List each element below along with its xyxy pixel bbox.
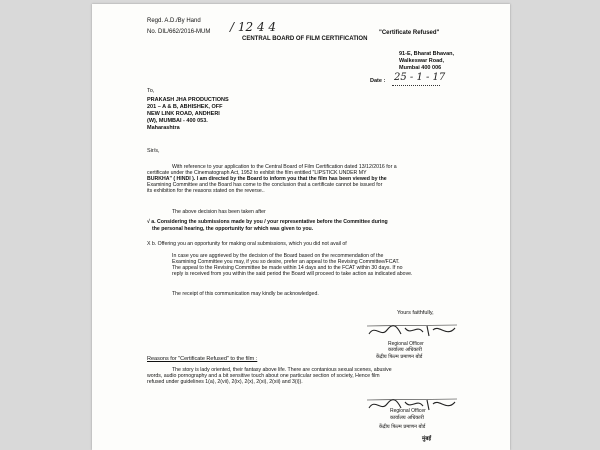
officer-title-1: Regional Officer	[388, 341, 424, 347]
date-underline	[392, 85, 440, 86]
recipient-line-4: (W), MUMBAI - 400 053.	[147, 118, 208, 124]
reasons-line-3: refused under guidelines 1(a), 2(vii), 2(ix), 2(x), 2(xi), 2(xii) and 3(i)).	[147, 379, 303, 385]
handwritten-ref: / 12 4 4	[230, 20, 277, 34]
city-hindi: मुंबई	[422, 436, 432, 442]
appeal-line-4: reply is received from you within the said period the Board will proceed to take action as indicated above.	[172, 271, 413, 277]
recipient-line-2: 201 – A & B, ABHISHEK, OFF	[147, 104, 223, 110]
recipient-line-1: PRAKASH JHA PRODUCTIONS	[147, 97, 229, 103]
para1-line-1: With reference to your application to the Central Board of Film Certification dated 13/12/2016 for a	[172, 164, 397, 170]
address-line-2: Walkeswar Road,	[399, 58, 445, 64]
appeal-line-2: Examining Committee you may, if you so desire, prefer an appeal to the Revising Committee/FCAT.	[172, 259, 400, 265]
officer-title-hindi-2: कार्यालय अधिकारी	[390, 415, 424, 421]
decision-text: The above decision has been taken after	[172, 209, 266, 215]
option-b: X b. Offering you an opportunity for making oral submissions, which you did not avail of	[147, 241, 347, 247]
salutation: Sir/s,	[147, 148, 160, 154]
org-name: CENTRAL BOARD OF FILM CERTIFICATION	[242, 36, 368, 42]
date-label: Date :	[370, 78, 386, 84]
para1-line-3: BURKHA" ( HINDI ). I am directed by the Board to inform you that the film has been viewed by the	[147, 176, 387, 182]
org-hindi-1: केंद्रीय फिल्म प्रमाणन बोर्ड	[376, 354, 423, 360]
recipient-line-5: Maharashtra	[147, 125, 180, 131]
address-line-3: Mumbai 400 006	[399, 65, 442, 71]
address-line-1: 91-E, Bharat Bhavan,	[399, 51, 455, 57]
reference-number: No. DIL/662/2016-MUM	[147, 29, 211, 35]
para1-line-2: certificate under the Cinematograph Act, 1952 to exhibit the film entitled "LIPSTICK UNDER MY	[147, 170, 367, 176]
officer-title-hindi-1: कार्यालय अधिकारी	[388, 347, 422, 353]
recipient-line-3: NEW LINK ROAD, ANDHERI	[147, 111, 220, 117]
option-a-line-2: the personal hearing, the opportunity for which was given to you.	[152, 226, 314, 232]
date-value: 25 - 1 - 17	[394, 72, 446, 83]
sign-off: Yours faithfully,	[397, 310, 434, 316]
officer-title-2: Regional Officer	[390, 408, 426, 414]
signature-1	[367, 322, 459, 340]
option-a-line-1: √ a. Considering the submissions made by you / your representative before the Committee during	[147, 219, 388, 225]
para1-line-5: its exhibition for the reasons stated on the reverse..	[147, 188, 265, 194]
appeal-line-3: The appeal to the Revising Committee be made within 14 days and to the FCAT within 30 days. If no	[172, 265, 403, 271]
reasons-heading: Reasons for "Certificate Refused" to the film :	[147, 356, 258, 362]
para1-line-4: Examining Committee and the Board has come to the conclusion that a certificate cannot be issued for	[147, 182, 383, 188]
appeal-line-1: In case you are aggrieved by the decision of the Board based on the recommendation of the	[172, 253, 384, 259]
reasons-line-2: words, audio pornography and a bit sensitive touch about one particular section of society, Hence film	[147, 373, 380, 379]
org-hindi-2: केंद्रीय फिल्म प्रमाणन बोर्ड	[379, 424, 426, 430]
status-label: "Certificate Refused"	[379, 30, 440, 36]
to-label: To,	[147, 88, 155, 94]
letter-page	[92, 4, 510, 450]
acknowledge-text: The receipt of this communication may kindly be acknowledged.	[172, 291, 319, 297]
dispatch-mode: Regd. A.D./By Hand	[147, 18, 201, 24]
reasons-line-1: The story is lady oriented, their fantasy above life. There are contanious sexual scenes, abusive	[172, 367, 392, 373]
